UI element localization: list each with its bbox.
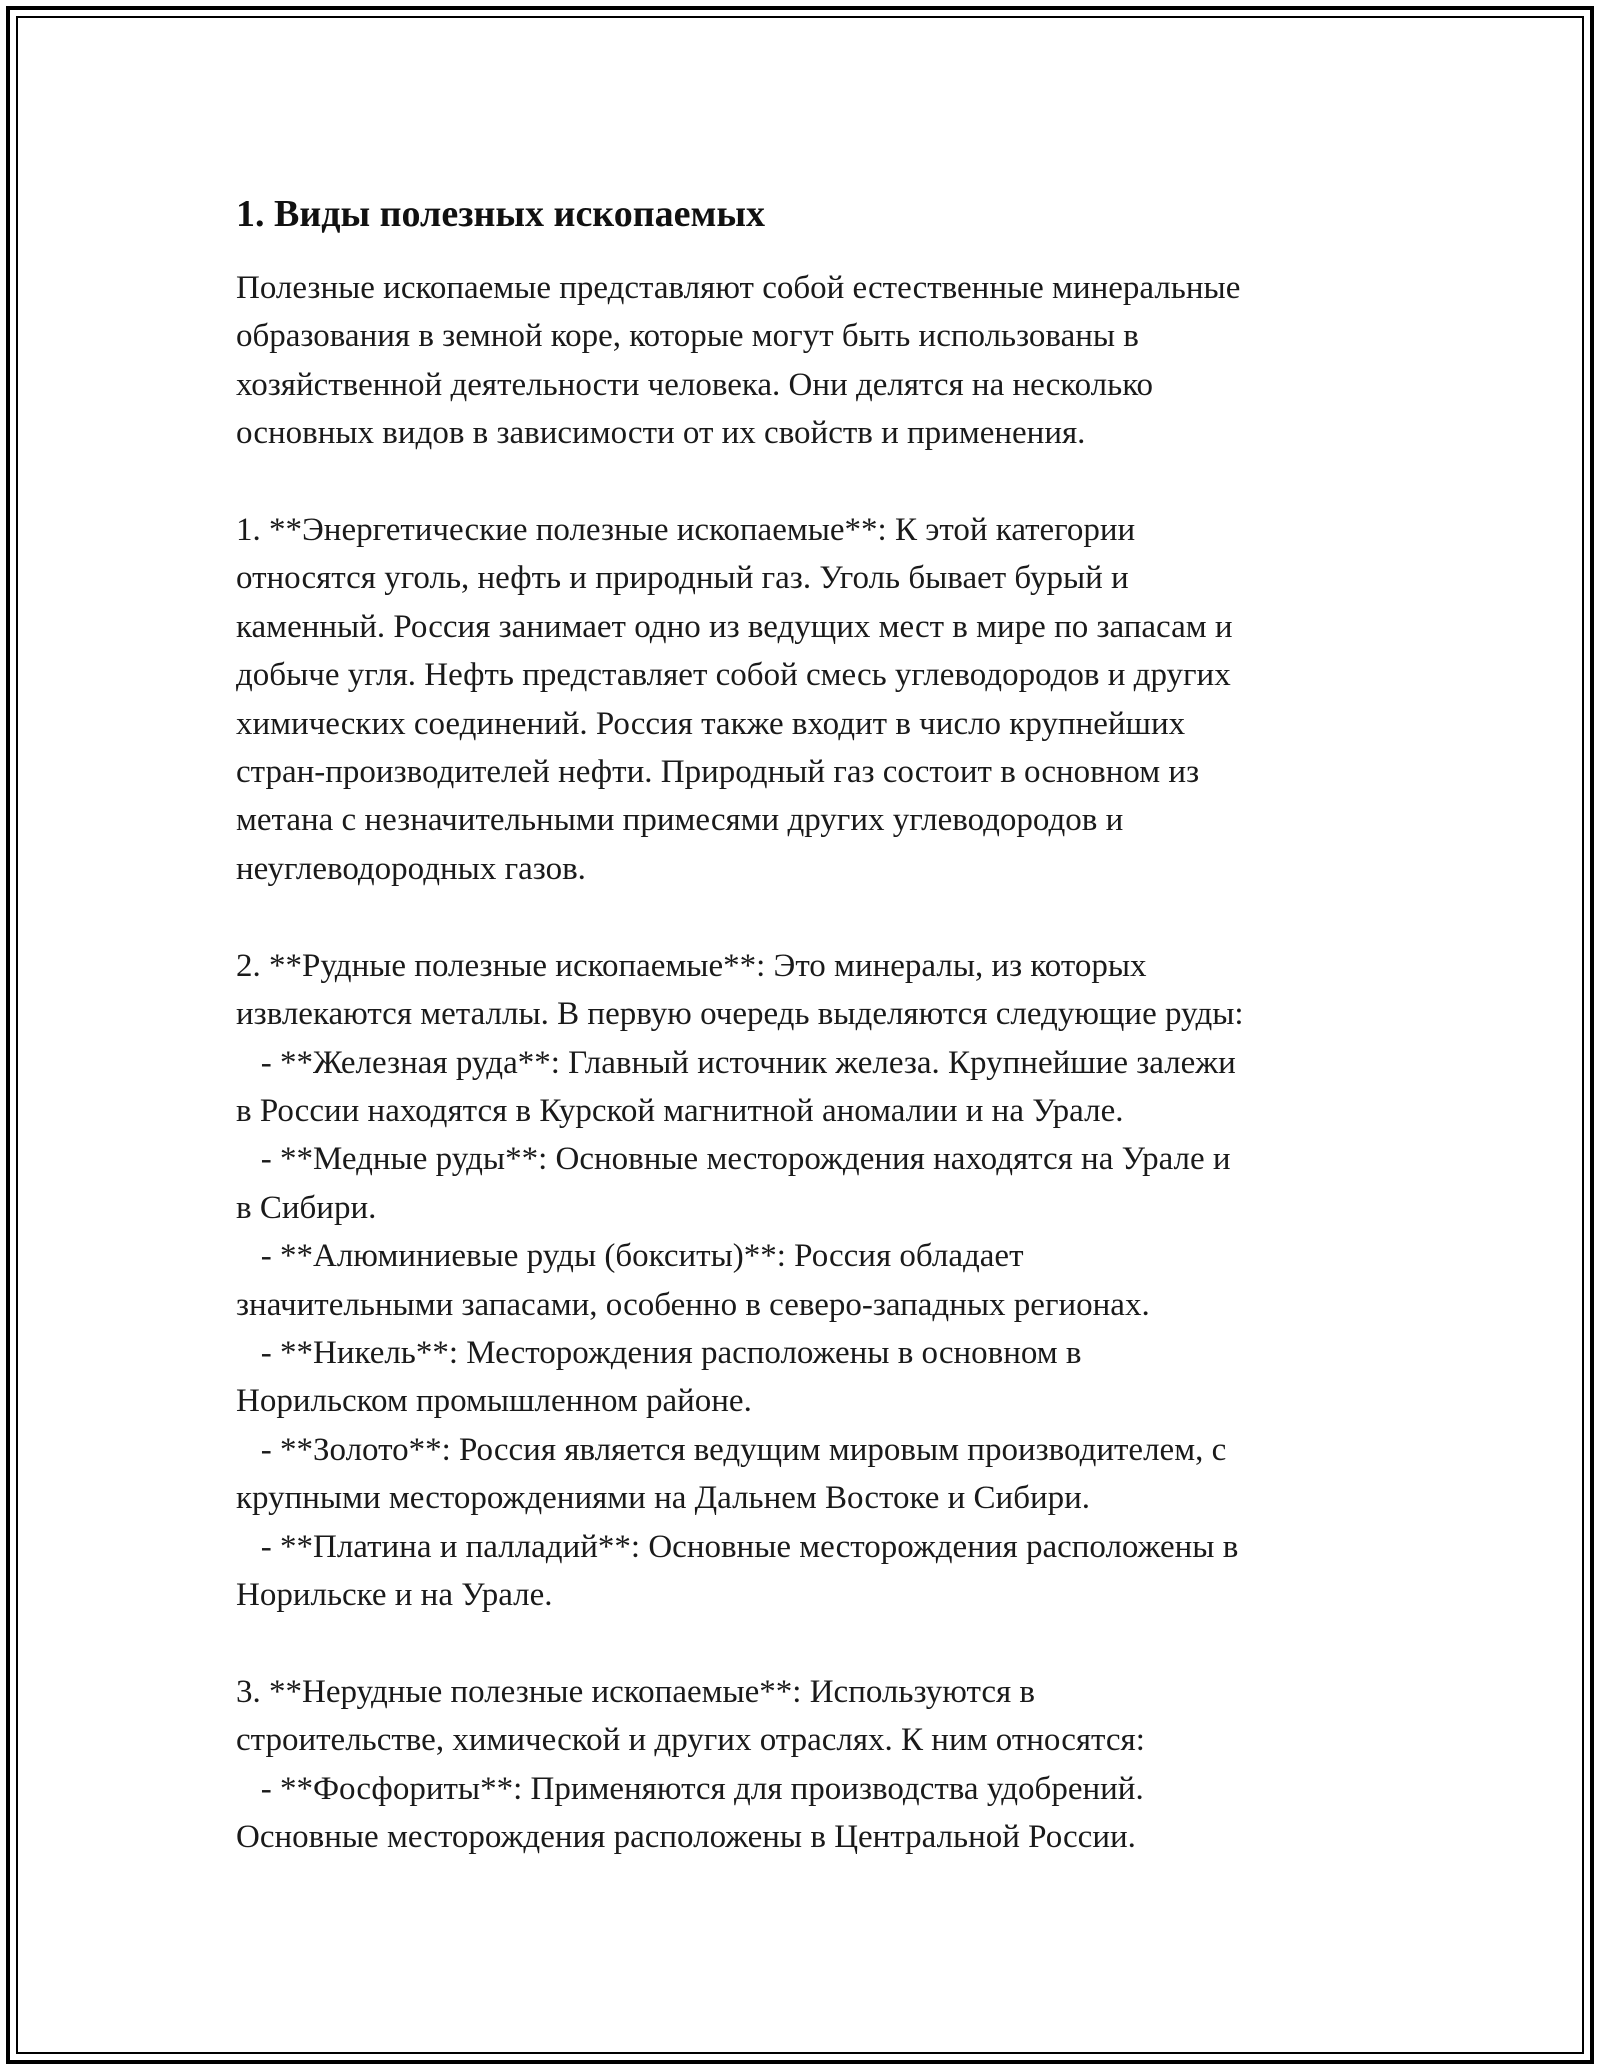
section-heading: 1. Виды полезных ископаемых	[236, 193, 766, 235]
section-body: Полезные ископаемые представляют собой естественные минеральные образования в земной коре, которые могут быть использованы в хозяйственной деятельности человека. Они делятся на несколько основных видов в зависимости от их свойств и применения. 1. **Энергетические полезные ископаемые**: К этой категории относятся уголь, нефть и природный газ. Уголь бывает бурый и каменный. Россия занимает одно из ведущих мест в мире по запасам и добыче угля. Нефть представляет собой смесь углеводородов и других химических соединений. Россия также входит в число крупнейших стран-производителей нефти. Природный газ состоит в основном из метана с незначительными примесями других углеводородов и неуглеводородных газов. 2. **Рудные полезные ископаемые**: Это минералы, из которых извлекаются металлы. В первую очередь выделяются следующие руды: - **Железная руда**: Главный источник железа. Крупнейшие залежи в России находятся в Курской магнитной аномалии и на Урале. - **Медные руды**: Основные месторождения находятся на Урале и в Сибири. - **Алюминиевые руды (бокситы)**: Россия обладает значительными запасами, особенно в северо-западных регионах. - **Никель**: Месторождения расположены в основном в Норильском промышленном районе. - **Золото**: Россия является ведущим мировым производителем, с крупными месторождениями на Дальнем Востоке и Сибири. - **Платина и палладий**: Основные месторождения расположены в Норильске и на Урале. 3. **Нерудные полезные ископаемые**: Используются в строительстве, химической и других отраслях. К ним относятся: - **Фосфориты**: Применяются для производства удобрений. Основные месторождения расположены в Центральной России.	[236, 270, 1244, 1855]
document-page	[236, 186, 1376, 1861]
